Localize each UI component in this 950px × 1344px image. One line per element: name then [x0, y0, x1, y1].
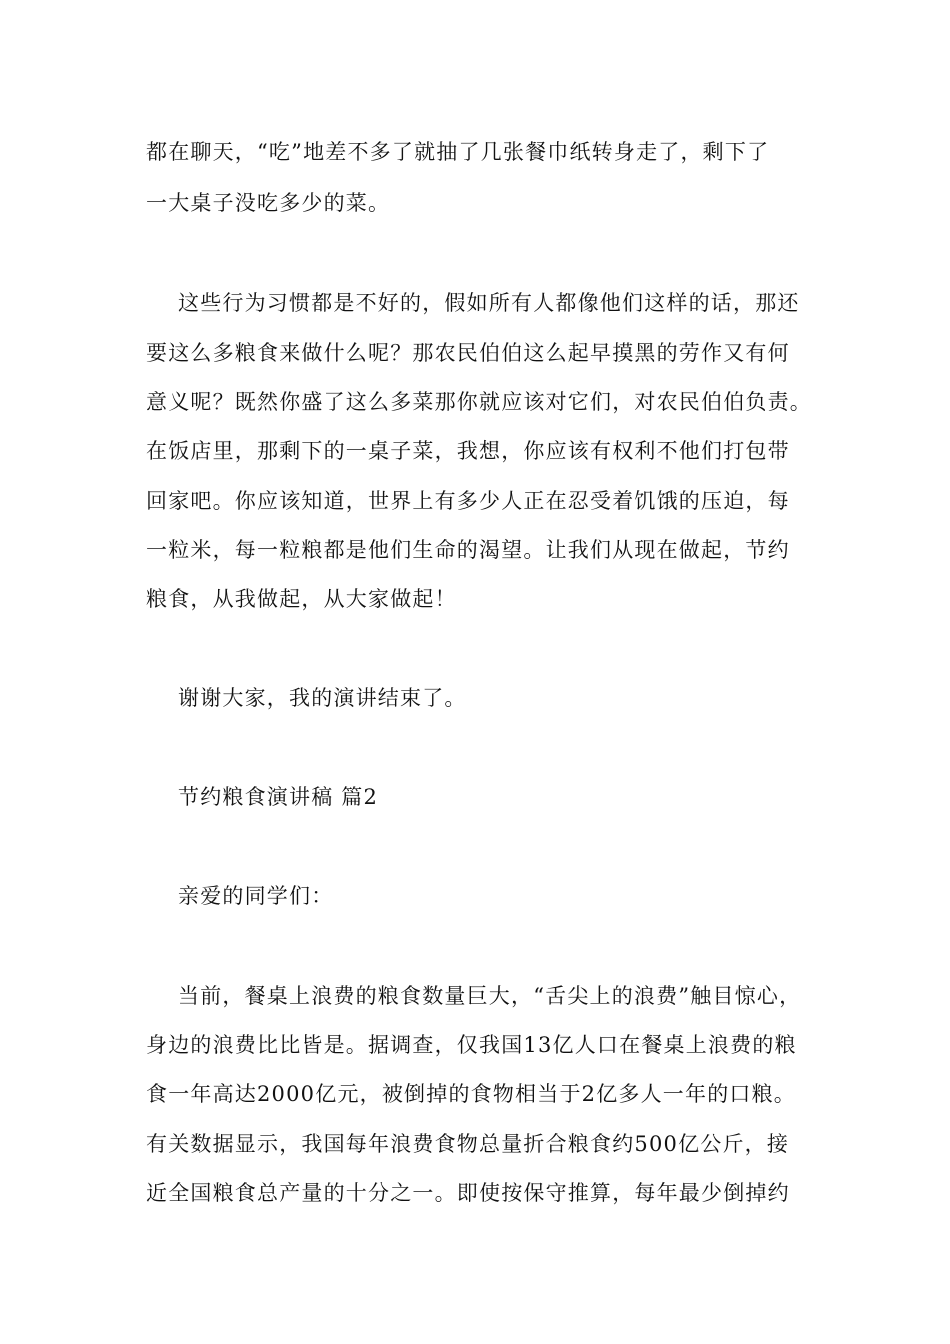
paragraph-line: 当前，餐桌上浪费的粮食数量巨大，“舌尖上的浪费”触目惊心， [178, 984, 802, 1008]
paragraph-line: 回家吧。你应该知道，世界上有多少人正在忍受着饥饿的压迫，每 [146, 489, 790, 513]
paragraph-line: 身边的浪费比比皆是。据调查，仅我国13亿人口在餐桌上浪费的粮 [146, 1033, 797, 1057]
paragraph-line: 近全国粮食总产量的十分之一。即使按保守推算，每年最少倒掉约 [146, 1181, 790, 1205]
salutation: 亲爱的同学们： [178, 884, 334, 908]
paragraph-line: 都在聊天，“吃”地差不多了就抽了几张餐巾纸转身走了，剩下了 [146, 140, 770, 164]
paragraph-line: 要这么多粮食来做什么呢？那农民伯伯这么起早摸黑的劳作又有何 [146, 341, 790, 365]
section-title: 节约粮食演讲稿 篇2 [178, 785, 379, 809]
paragraph-line: 在饭店里，那剩下的一桌子菜，我想，你应该有权利不他们打包带 [146, 439, 790, 463]
paragraph-line: 谢谢大家，我的演讲结束了。 [178, 686, 467, 710]
paragraph-line: 有关数据显示，我国每年浪费食物总量折合粮食约500亿公斤，接 [146, 1132, 790, 1156]
paragraph-line: 食一年高达2000亿元，被倒掉的食物相当于2亿多人一年的口粮。 [146, 1082, 797, 1106]
paragraph-line: 一大桌子没吃多少的菜。 [146, 191, 391, 215]
paragraph-line: 粮食，从我做起，从大家做起！ [146, 587, 457, 611]
paragraph-line: 意义呢？既然你盛了这么多菜那你就应该对它们，对农民伯伯负责。 [146, 390, 812, 414]
paragraph-line: 一粒米，每一粒粮都是他们生命的渴望。让我们从现在做起，节约 [146, 538, 790, 562]
paragraph-line: 这些行为习惯都是不好的，假如所有人都像他们这样的话，那还 [178, 291, 800, 315]
